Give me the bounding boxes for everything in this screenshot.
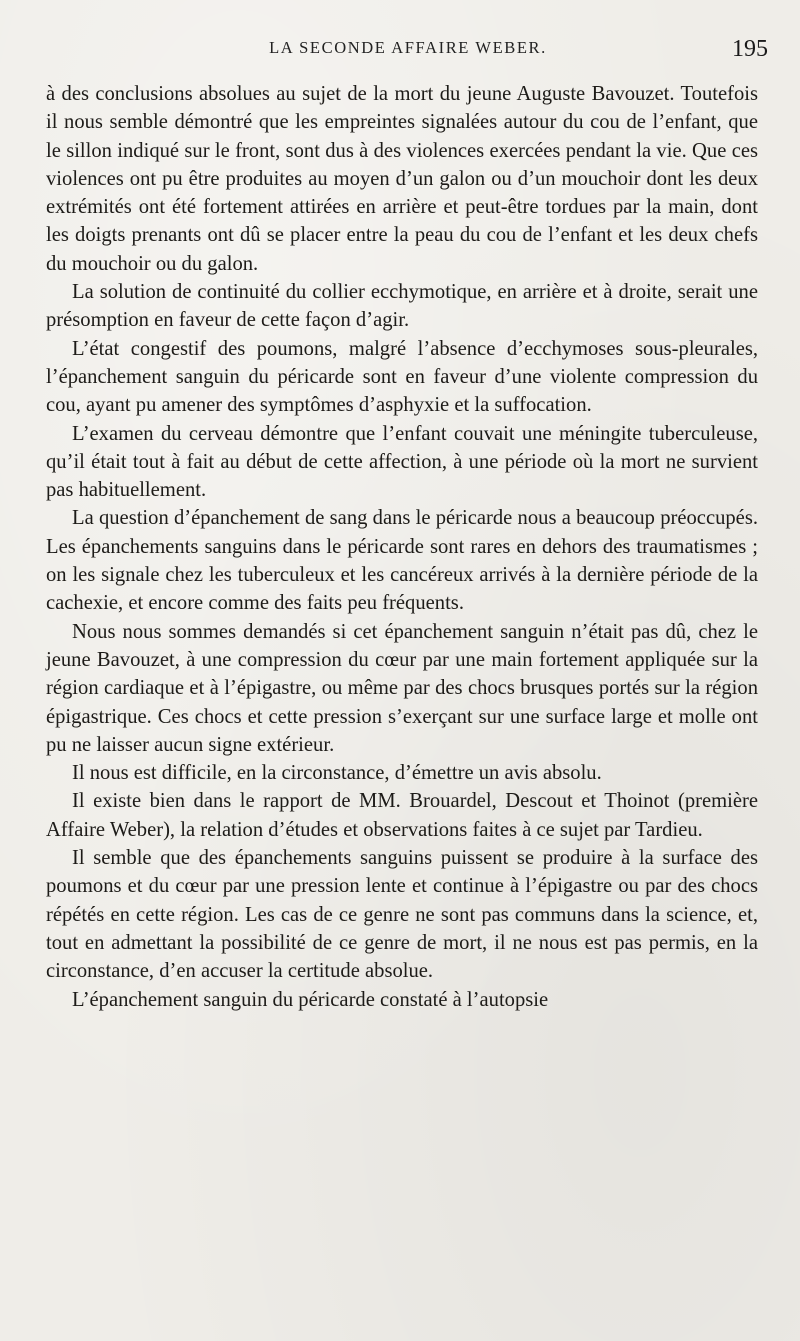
paragraph-6: Nous nous sommes demandés si cet épanchement sanguin n’était pas dû, chez le jeune Bavouzet, à une compression du cœur par une main fortement appliquée sur la région cardiaque et à l’épigastre, ou même par des chocs brusques portés sur la région épigastrique. Ces chocs et cette pression s’exerçant sur une surface large et molle ont pu ne laisser aucun signe extérieur. <box>46 620 758 756</box>
page-header <box>48 36 768 70</box>
paragraph-2: La solution de continuité du collier ecchymotique, en arrière et à droite, serait une présomption en faveur de cette façon d’agir. <box>46 281 758 332</box>
paragraph-4: L’examen du cerveau démontre que l’enfant couvait une méningite tuberculeuse, qu’il était tout à fait au début de cette affection, à une période où la mort ne survient pas habituellement. <box>46 422 758 502</box>
running-title: LA SECONDE AFFAIRE WEBER. <box>269 38 547 57</box>
paragraph-9: Il semble que des épanchements sanguins puissent se produire à la surface des poumons et du cœur par une pression lente et continue à l’épigastre ou par des chocs répétés en cette région. Les cas de ce genre ne sont pas communs dans la science, et, tout en admettant la possibilité de ce genre de mort, il ne nous est pas permis, en la circonstance, d’en accuser la certitude absolue. <box>46 847 758 983</box>
page-number: 195 <box>732 36 768 62</box>
paragraph-3: L’état congestif des poumons, malgré l’absence d’ecchymoses sous-pleurales, l’épanchement sanguin du péricarde sont en faveur d’une violente compression du cou, ayant pu amener des symptômes d’asphyxie et la suffocation. <box>46 337 758 417</box>
paragraph-7: Il nous est difficile, en la circonstance, d’émettre un avis absolu. <box>72 762 602 785</box>
body-text <box>46 80 758 1014</box>
paragraph-10: L’épanchement sanguin du péricarde constaté à l’autopsie <box>72 988 549 1011</box>
paragraph-1: à des conclusions absolues au sujet de la mort du jeune Auguste Bavouzet. Toutefois il nous semble démontré que les empreintes signalées autour du cou de l’enfant, que le sillon indiqué sur le front, sont dus à des violences exercées pendant la vie. Que ces violences ont pu être produites au moyen d’un galon ou d’un mouchoir dont les deux extrémités ont été fortement attirées en arrière et peut-être tordues par la main, dont les doigts prenants ont dû se placer entre la peau du cou de l’enfant et les deux chefs du mouchoir ou du galon. <box>46 83 758 275</box>
paragraph-8: Il existe bien dans le rapport de MM. Brouardel, Descout et Thoinot (première Affaire Weber), la relation d’études et observations faites à ce sujet par Tardieu. <box>46 790 758 841</box>
paragraph-5: La question d’épanchement de sang dans le péricarde nous a beaucoup préoccupés. Les épanchements sanguins dans le péricarde sont rares en dehors des traumatismes ; on les signale chez les tuberculeux et les cancéreux arrivés à la dernière période de la cachexie, et encore comme des faits peu fréquents. <box>46 507 758 615</box>
